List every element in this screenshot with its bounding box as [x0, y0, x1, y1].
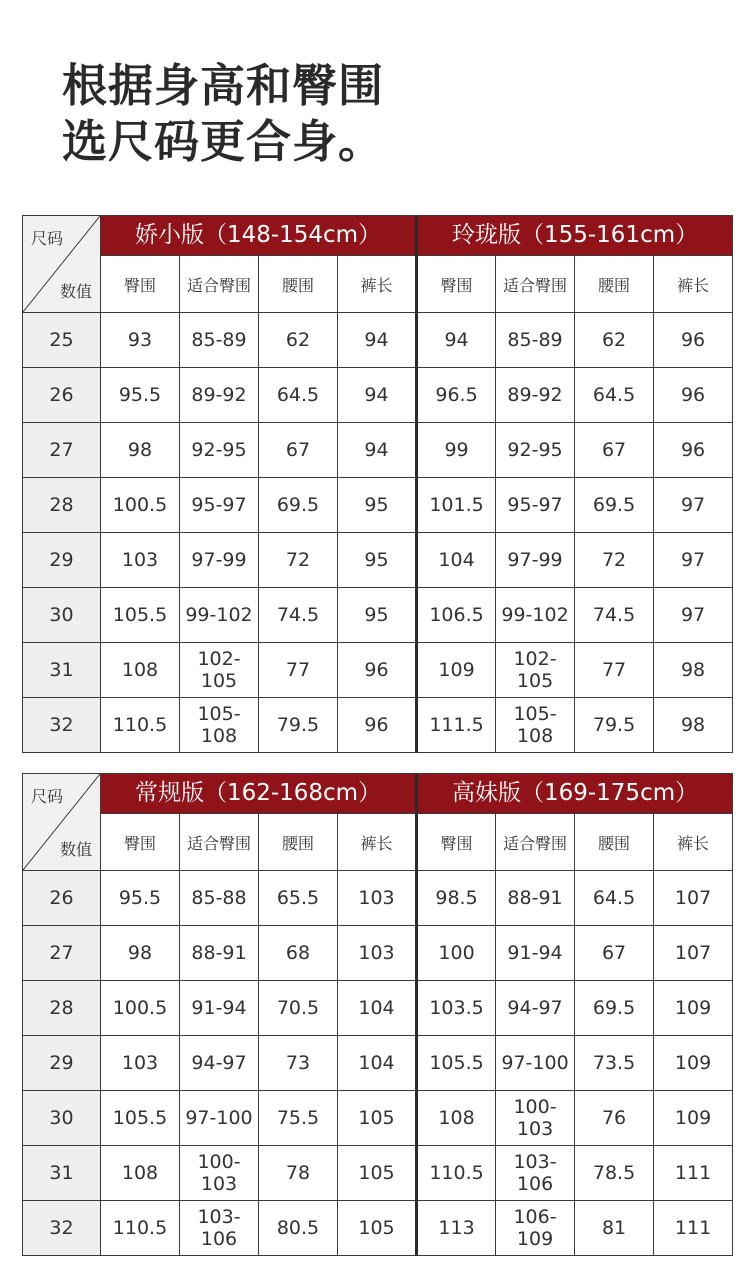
group-header: 常规版（162-168cm） — [101, 774, 417, 814]
value-cell: 92-95 — [180, 423, 259, 478]
value-cell: 97 — [654, 588, 733, 643]
value-cell: 67 — [575, 926, 654, 981]
size-cell: 27 — [23, 926, 101, 981]
value-cell: 64.5 — [575, 871, 654, 926]
value-cell: 99-102 — [180, 588, 259, 643]
value-cell: 85-89 — [180, 313, 259, 368]
value-cell: 85-88 — [180, 871, 259, 926]
value-cell: 105 — [338, 1201, 417, 1256]
column-header: 适合臀围 — [496, 814, 575, 871]
value-cell: 81 — [575, 1201, 654, 1256]
column-header: 腰围 — [575, 814, 654, 871]
value-cell: 108 — [417, 1091, 496, 1146]
table-row — [23, 926, 733, 981]
value-cell: 95-97 — [180, 478, 259, 533]
value-cell: 103-106 — [496, 1146, 575, 1201]
value-cell: 96 — [654, 368, 733, 423]
column-header: 臀围 — [417, 814, 496, 871]
size-cell: 28 — [23, 981, 101, 1036]
title-line-1: 根据身高和臀围 — [62, 59, 385, 112]
value-cell: 104 — [338, 981, 417, 1036]
size-cell: 29 — [23, 533, 101, 588]
value-cell: 88-91 — [496, 871, 575, 926]
value-cell: 62 — [259, 313, 338, 368]
column-header: 裤长 — [338, 256, 417, 313]
value-cell: 98 — [101, 926, 180, 981]
value-cell: 69.5 — [575, 478, 654, 533]
value-cell: 107 — [654, 926, 733, 981]
value-cell: 106.5 — [417, 588, 496, 643]
size-cell: 28 — [23, 478, 101, 533]
page-title — [62, 58, 384, 170]
value-cell: 75.5 — [259, 1091, 338, 1146]
table-row — [23, 588, 733, 643]
table-row — [23, 313, 733, 368]
value-cell: 94-97 — [180, 1036, 259, 1091]
value-cell: 96 — [338, 698, 417, 753]
value-cell: 103.5 — [417, 981, 496, 1036]
value-cell: 109 — [654, 1091, 733, 1146]
value-cell: 65.5 — [259, 871, 338, 926]
table-row — [23, 368, 733, 423]
value-cell: 67 — [259, 423, 338, 478]
value-cell: 97-100 — [496, 1036, 575, 1091]
value-cell: 103 — [101, 533, 180, 588]
size-cell: 32 — [23, 1201, 101, 1256]
value-cell: 110.5 — [101, 698, 180, 753]
column-header: 臀围 — [417, 256, 496, 313]
size-cell: 31 — [23, 1146, 101, 1201]
value-cell: 74.5 — [575, 588, 654, 643]
value-cell: 108 — [101, 643, 180, 698]
size-cell: 32 — [23, 698, 101, 753]
corner-cell — [23, 774, 101, 871]
corner-size-label: 尺码 — [31, 787, 64, 806]
column-header: 裤长 — [654, 256, 733, 313]
value-cell: 78 — [259, 1146, 338, 1201]
value-cell: 62 — [575, 313, 654, 368]
value-cell: 77 — [575, 643, 654, 698]
value-cell: 94 — [417, 313, 496, 368]
value-cell: 68 — [259, 926, 338, 981]
value-cell: 64.5 — [575, 368, 654, 423]
size-cell: 30 — [23, 1091, 101, 1146]
value-cell: 92-95 — [496, 423, 575, 478]
value-cell: 95.5 — [101, 368, 180, 423]
value-cell: 97-100 — [180, 1091, 259, 1146]
column-header: 腰围 — [575, 256, 654, 313]
value-cell: 96 — [654, 313, 733, 368]
value-cell: 72 — [575, 533, 654, 588]
value-cell: 73 — [259, 1036, 338, 1091]
value-cell: 104 — [417, 533, 496, 588]
value-cell: 109 — [654, 1036, 733, 1091]
value-cell: 96 — [338, 643, 417, 698]
value-cell: 78.5 — [575, 1146, 654, 1201]
value-cell: 76 — [575, 1091, 654, 1146]
value-cell: 103-106 — [180, 1201, 259, 1256]
value-cell: 94 — [338, 368, 417, 423]
table-row — [23, 423, 733, 478]
value-cell: 91-94 — [180, 981, 259, 1036]
table-row — [23, 533, 733, 588]
table-row — [23, 1036, 733, 1091]
value-cell: 102-105 — [180, 643, 259, 698]
value-cell: 106-109 — [496, 1201, 575, 1256]
value-cell: 98 — [101, 423, 180, 478]
table-row — [23, 981, 733, 1036]
value-cell: 110.5 — [101, 1201, 180, 1256]
value-cell: 97-99 — [496, 533, 575, 588]
value-cell: 111 — [654, 1146, 733, 1201]
value-cell: 105-108 — [496, 698, 575, 753]
column-header: 腰围 — [259, 256, 338, 313]
value-cell: 99 — [417, 423, 496, 478]
value-cell: 102-105 — [496, 643, 575, 698]
value-cell: 105.5 — [417, 1036, 496, 1091]
value-cell: 93 — [101, 313, 180, 368]
value-cell: 95 — [338, 533, 417, 588]
value-cell: 67 — [575, 423, 654, 478]
value-cell: 111.5 — [417, 698, 496, 753]
column-header: 裤长 — [654, 814, 733, 871]
corner-value-label: 数值 — [59, 840, 92, 859]
group-header: 玲珑版（155-161cm） — [417, 216, 733, 256]
value-cell: 105.5 — [101, 588, 180, 643]
value-cell: 97 — [654, 533, 733, 588]
table-row — [23, 1201, 733, 1256]
column-header: 臀围 — [101, 256, 180, 313]
value-cell: 100 — [417, 926, 496, 981]
value-cell: 108 — [101, 1146, 180, 1201]
corner-value-label: 数值 — [59, 282, 92, 301]
table-row — [23, 478, 733, 533]
value-cell: 74.5 — [259, 588, 338, 643]
value-cell: 94-97 — [496, 981, 575, 1036]
value-cell: 103 — [338, 871, 417, 926]
value-cell: 89-92 — [496, 368, 575, 423]
value-cell: 98.5 — [417, 871, 496, 926]
value-cell: 72 — [259, 533, 338, 588]
value-cell: 104 — [338, 1036, 417, 1091]
value-cell: 69.5 — [575, 981, 654, 1036]
value-cell: 95.5 — [101, 871, 180, 926]
size-cell: 31 — [23, 643, 101, 698]
size-cell: 30 — [23, 588, 101, 643]
group-header: 高妹版（169-175cm） — [417, 774, 733, 814]
value-cell: 103 — [101, 1036, 180, 1091]
column-header: 适合臀围 — [180, 256, 259, 313]
value-cell: 97-99 — [180, 533, 259, 588]
value-cell: 70.5 — [259, 981, 338, 1036]
column-header: 腰围 — [259, 814, 338, 871]
corner-cell — [23, 216, 101, 313]
value-cell: 91-94 — [496, 926, 575, 981]
size-table-2 — [22, 773, 733, 1256]
column-header: 适合臀围 — [496, 256, 575, 313]
table-row — [23, 1091, 733, 1146]
value-cell: 95 — [338, 478, 417, 533]
table-row — [23, 871, 733, 926]
column-header: 裤长 — [338, 814, 417, 871]
value-cell: 109 — [654, 981, 733, 1036]
table-row — [23, 643, 733, 698]
value-cell: 105.5 — [101, 1091, 180, 1146]
table-row — [23, 698, 733, 753]
value-cell: 113 — [417, 1201, 496, 1256]
value-cell: 100-103 — [496, 1091, 575, 1146]
value-cell: 85-89 — [496, 313, 575, 368]
table-row — [23, 1146, 733, 1201]
value-cell: 79.5 — [575, 698, 654, 753]
value-cell: 96 — [654, 423, 733, 478]
value-cell: 89-92 — [180, 368, 259, 423]
value-cell: 95 — [338, 588, 417, 643]
value-cell: 73.5 — [575, 1036, 654, 1091]
value-cell: 98 — [654, 698, 733, 753]
value-cell: 100.5 — [101, 981, 180, 1036]
value-cell: 105 — [338, 1146, 417, 1201]
value-cell: 99-102 — [496, 588, 575, 643]
value-cell: 79.5 — [259, 698, 338, 753]
value-cell: 111 — [654, 1201, 733, 1256]
size-cell: 27 — [23, 423, 101, 478]
value-cell: 100-103 — [180, 1146, 259, 1201]
value-cell: 110.5 — [417, 1146, 496, 1201]
value-cell: 101.5 — [417, 478, 496, 533]
value-cell: 96.5 — [417, 368, 496, 423]
value-cell: 88-91 — [180, 926, 259, 981]
column-header: 适合臀围 — [180, 814, 259, 871]
value-cell: 94 — [338, 423, 417, 478]
value-cell: 98 — [654, 643, 733, 698]
title-line-2: 选尺码更合身。 — [62, 115, 385, 168]
value-cell: 107 — [654, 871, 733, 926]
group-header: 娇小版（148-154cm） — [101, 216, 417, 256]
value-cell: 103 — [338, 926, 417, 981]
value-cell: 100.5 — [101, 478, 180, 533]
value-cell: 105-108 — [180, 698, 259, 753]
size-cell: 26 — [23, 368, 101, 423]
value-cell: 105 — [338, 1091, 417, 1146]
size-cell: 26 — [23, 871, 101, 926]
value-cell: 109 — [417, 643, 496, 698]
value-cell: 97 — [654, 478, 733, 533]
value-cell: 95-97 — [496, 478, 575, 533]
value-cell: 77 — [259, 643, 338, 698]
value-cell: 69.5 — [259, 478, 338, 533]
corner-size-label: 尺码 — [31, 229, 64, 248]
value-cell: 94 — [338, 313, 417, 368]
value-cell: 64.5 — [259, 368, 338, 423]
size-cell: 29 — [23, 1036, 101, 1091]
size-cell: 25 — [23, 313, 101, 368]
column-header: 臀围 — [101, 814, 180, 871]
size-table-1 — [22, 215, 733, 753]
value-cell: 80.5 — [259, 1201, 338, 1256]
